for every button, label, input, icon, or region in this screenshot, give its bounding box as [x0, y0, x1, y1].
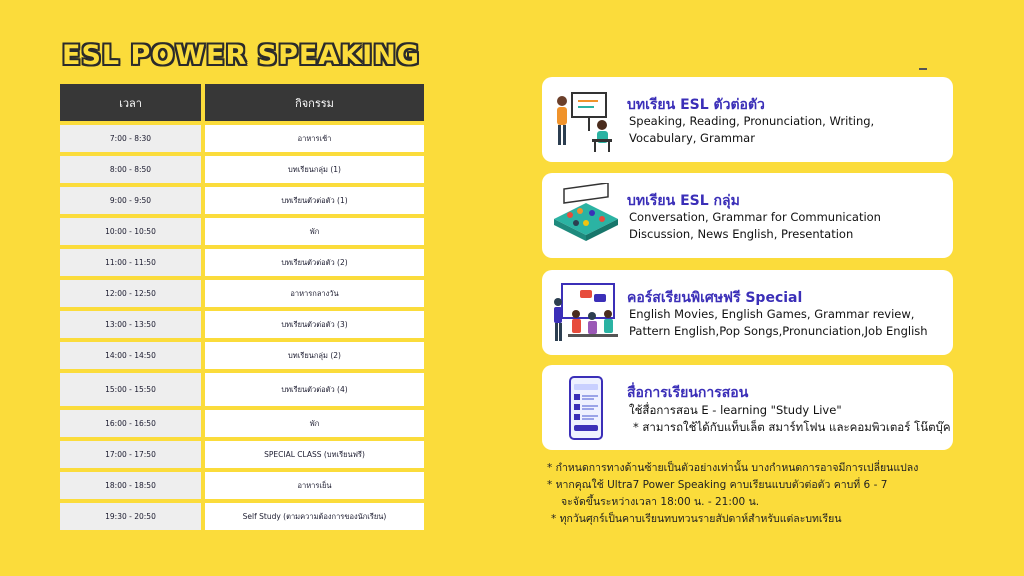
activity-cell: บทเรียนตัวต่อตัว (4) [201, 369, 424, 406]
footnote: * หากคุณใช้ Ultra7 Power Speaking คาบเรียนแบบตัวต่อตัว คาบที่ 6 - 7 [547, 479, 888, 491]
time-cell: 9:00 - 9:50 [60, 183, 201, 214]
time-cell: 7:00 - 8:30 [60, 121, 201, 152]
teacher-whiteboard-illustration-icon [550, 87, 622, 153]
activity-cell: อาหารเย็น [201, 468, 424, 499]
table-row [60, 152, 424, 183]
time-cell: 14:00 - 14:50 [60, 338, 201, 369]
time-cell: 18:00 - 18:50 [60, 468, 201, 499]
activity-cell: บทเรียนตัวต่อตัว (2) [201, 245, 424, 276]
schedule-header-row [60, 84, 424, 121]
card-description-line: ใช้สื่อการสอน E - learning "Study Live" [629, 403, 842, 417]
card-description-line: Vocabulary, Grammar [629, 131, 755, 145]
activity-cell: พัก [201, 406, 424, 437]
activity-cell: อาหารกลางวัน [201, 276, 424, 307]
time-cell: 16:00 - 16:50 [60, 406, 201, 437]
group-class-illustration-icon [550, 183, 622, 249]
time-cell: 12:00 - 12:50 [60, 276, 201, 307]
card-title: บทเรียน ESL ตัวต่อตัว [627, 97, 765, 113]
card-title: คอร์สเรียนพิเศษฟรี Special [627, 290, 803, 306]
time-column-header: เวลา [60, 84, 201, 121]
table-row [60, 499, 424, 530]
activity-cell: Self Study (ตามความต้องการของนักเรียน) [201, 499, 424, 530]
footnotes [547, 460, 918, 528]
table-row [60, 468, 424, 499]
activity-cell: บทเรียนกลุ่ม (2) [201, 338, 424, 369]
schedule-table [60, 84, 424, 530]
table-row [60, 338, 424, 369]
activity-cell: SPECIAL CLASS (บทเรียนฟรี) [201, 437, 424, 468]
card-description-line: English Movies, English Games, Grammar review, [629, 307, 915, 321]
special-course-card [542, 270, 953, 355]
one-on-one-lesson-card [542, 77, 953, 162]
smartphone-elearning-illustration-icon [550, 375, 622, 441]
special-class-illustration-icon [550, 280, 622, 346]
time-cell: 17:00 - 17:50 [60, 437, 201, 468]
card-description-line: Pattern English,Pop Songs,Pronunciation,Job English [629, 324, 928, 338]
time-cell: 11:00 - 11:50 [60, 245, 201, 276]
card-description-line: Conversation, Grammar for Communication [629, 210, 881, 224]
activity-cell: บทเรียนตัวต่อตัว (3) [201, 307, 424, 338]
table-row [60, 369, 424, 406]
table-row [60, 307, 424, 338]
page-title: ESL POWER SPEAKING [62, 40, 420, 71]
activity-cell: บทเรียนกลุ่ม (1) [201, 152, 424, 183]
card-description-line: Speaking, Reading, Pronunciation, Writing, [629, 114, 875, 128]
table-row [60, 406, 424, 437]
table-row [60, 121, 424, 152]
activity-cell: พัก [201, 214, 424, 245]
table-row [60, 214, 424, 245]
table-row [60, 276, 424, 307]
card-title: บทเรียน ESL กลุ่ม [627, 193, 740, 209]
table-row [60, 245, 424, 276]
footnote: * ทุกวันศุกร์เป็นคาบเรียนทบทวนรายสัปดาห์สำหรับแต่ละบทเรียน [551, 513, 842, 525]
footnote: * กำหนดการทางด้านซ้ายเป็นตัวอย่างเท่านั้น บางกำหนดการอาจมีการเปลี่ยนแปลง [547, 462, 919, 474]
time-cell: 15:00 - 15:50 [60, 369, 201, 406]
footnote: จะจัดขึ้นระหว่างเวลา 18:00 น. - 21:00 น. [561, 496, 760, 508]
activity-cell: อาหารเช้า [201, 121, 424, 152]
time-cell: 10:00 - 10:50 [60, 214, 201, 245]
time-cell: 13:00 - 13:50 [60, 307, 201, 338]
activity-cell: บทเรียนตัวต่อตัว (1) [201, 183, 424, 214]
card-description-line: Discussion, News English, Presentation [629, 227, 854, 241]
activity-column-header: กิจกรรม [201, 84, 424, 121]
table-row [60, 437, 424, 468]
decorative-dash [919, 68, 927, 70]
card-description-line: * สามารถใช้ได้กับแท็บเล็ต สมาร์ทโฟน และคอมพิวเตอร์ โน๊ตบุ๊ค [633, 420, 951, 434]
table-row [60, 183, 424, 214]
time-cell: 8:00 - 8:50 [60, 152, 201, 183]
group-lesson-card [542, 173, 953, 258]
learning-media-card [542, 365, 953, 450]
card-title: สื่อการเรียนการสอน [627, 385, 749, 401]
time-cell: 19:30 - 20:50 [60, 499, 201, 530]
